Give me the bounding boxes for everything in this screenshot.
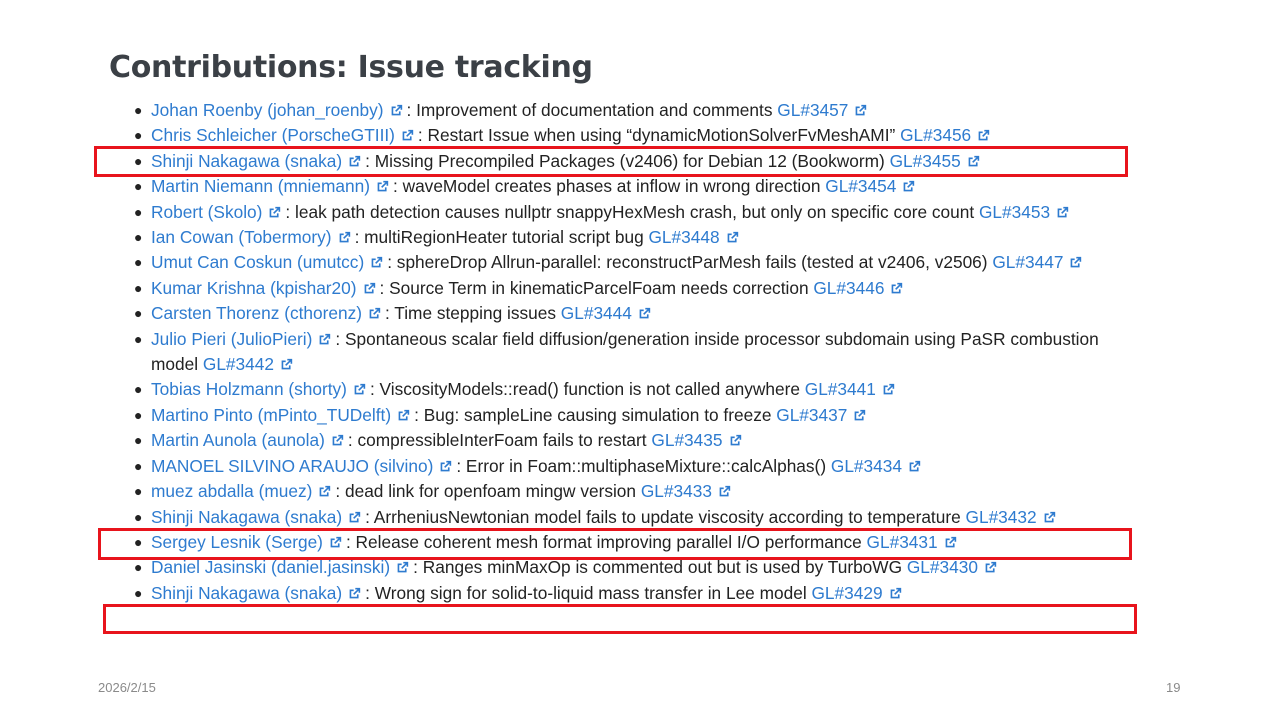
external-link-icon[interactable] bbox=[890, 282, 903, 295]
list-item bbox=[130, 174, 1120, 199]
list-item bbox=[130, 377, 1120, 402]
bullet: ● bbox=[134, 584, 143, 601]
contributor-link[interactable]: Tobias Holzmann (shorty) bbox=[151, 379, 347, 400]
external-link-icon[interactable] bbox=[348, 511, 361, 524]
bullet: ● bbox=[134, 279, 143, 296]
contributor-link[interactable]: Kumar Krishna (kpishar20) bbox=[151, 277, 357, 298]
external-link-icon[interactable] bbox=[729, 434, 742, 447]
issue-description: : Wrong sign for solid-to-liquid mass transfer in Lee model bbox=[365, 582, 812, 603]
external-link-icon[interactable] bbox=[889, 587, 902, 600]
issue-description: : ViscosityModels::read() function is not called anywhere bbox=[369, 379, 805, 400]
gitlab-issue-link[interactable]: GL#3456 bbox=[900, 125, 972, 146]
external-link-icon[interactable] bbox=[718, 485, 731, 498]
issue-description: : Time stepping issues bbox=[385, 303, 561, 324]
issue-description: : Source Term in kinematicParcelFoam needs correction bbox=[379, 277, 814, 298]
bullet: ● bbox=[134, 203, 143, 220]
contributor-link[interactable]: Martin Aunola (aunola) bbox=[151, 430, 325, 451]
external-link-icon[interactable] bbox=[853, 409, 866, 422]
gitlab-issue-link[interactable]: GL#3455 bbox=[889, 150, 961, 171]
bullet: ● bbox=[134, 229, 143, 246]
external-link-icon[interactable] bbox=[908, 460, 921, 473]
contributor-link[interactable]: Carsten Thorenz (cthorenz) bbox=[151, 303, 362, 324]
bullet: ● bbox=[134, 178, 143, 195]
issue-description: : ArrheniusNewtonian model fails to update viscosity according to temperature bbox=[365, 506, 966, 527]
list-item bbox=[130, 301, 1120, 326]
bullet: ● bbox=[134, 406, 143, 423]
external-link-icon[interactable] bbox=[977, 129, 990, 142]
contributor-link[interactable]: Robert (Skolo) bbox=[151, 201, 263, 222]
bullet: ● bbox=[134, 254, 143, 271]
issue-description: : Bug: sampleLine causing simulation to freeze bbox=[414, 404, 777, 425]
gitlab-issue-link[interactable]: GL#3433 bbox=[640, 481, 712, 502]
external-link-icon[interactable] bbox=[370, 256, 383, 269]
gitlab-issue-link[interactable]: GL#3435 bbox=[651, 430, 723, 451]
gitlab-issue-link[interactable]: GL#3457 bbox=[777, 100, 849, 120]
highlight-box bbox=[98, 528, 1132, 560]
list-item bbox=[130, 123, 1120, 148]
bullet: ● bbox=[134, 483, 143, 500]
list-item bbox=[130, 327, 1120, 378]
external-link-icon[interactable] bbox=[397, 409, 410, 422]
issue-description: : sphereDrop Allrun-parallel: reconstructParMesh fails (tested at v2406, v2506) bbox=[387, 252, 993, 273]
issue-description: : multiRegionHeater tutorial script bug bbox=[354, 227, 649, 248]
list-item bbox=[130, 505, 1120, 530]
list-item bbox=[130, 250, 1120, 275]
list-item bbox=[130, 200, 1120, 225]
issue-description: : leak path detection causes nullptr snappyHexMesh crash, but only on specific core count bbox=[285, 201, 979, 222]
external-link-icon[interactable] bbox=[882, 383, 895, 396]
bullet: ● bbox=[134, 457, 143, 474]
highlight-box bbox=[94, 146, 1128, 177]
bullet: ● bbox=[134, 152, 143, 169]
slide-title: Contributions: Issue tracking bbox=[109, 50, 593, 85]
list-item bbox=[130, 479, 1120, 504]
contributor-link[interactable]: Martino Pinto (mPinto_TUDelft) bbox=[151, 404, 392, 425]
highlight-box bbox=[103, 604, 1137, 634]
external-link-icon[interactable] bbox=[368, 307, 381, 320]
external-link-icon[interactable] bbox=[396, 561, 409, 574]
contributor-link[interactable]: Shinji Nakagawa (snaka) bbox=[151, 150, 343, 171]
contributor-link[interactable]: Julio Pieri (JulioPieri) bbox=[151, 328, 313, 349]
contributor-link[interactable]: Chris Schleicher (PorscheGTIII) bbox=[151, 125, 395, 146]
gitlab-issue-link[interactable]: GL#3453 bbox=[978, 201, 1051, 222]
issue-description: : waveModel creates phases at inflow in wrong direction bbox=[392, 176, 826, 197]
list-item bbox=[130, 98, 1120, 123]
external-link-icon[interactable] bbox=[331, 434, 344, 447]
external-link-icon[interactable] bbox=[1056, 206, 1069, 219]
external-link-icon[interactable] bbox=[318, 485, 331, 498]
bullet: ● bbox=[134, 127, 143, 144]
list-item bbox=[130, 454, 1120, 479]
external-link-icon[interactable] bbox=[268, 206, 281, 219]
gitlab-issue-link[interactable]: GL#3429 bbox=[811, 582, 883, 603]
gitlab-issue-link[interactable]: GL#3441 bbox=[804, 379, 876, 400]
contributor-link[interactable]: Sergey Lesnik (Serge) bbox=[151, 531, 323, 552]
list-item bbox=[130, 581, 1120, 606]
contributor-link[interactable]: Shinji Nakagawa (snaka) bbox=[151, 506, 343, 527]
footer-date: 2026/2/15 bbox=[98, 680, 156, 695]
gitlab-issue-link[interactable]: GL#3442 bbox=[202, 354, 274, 375]
external-link-icon[interactable] bbox=[902, 180, 915, 193]
list-item bbox=[130, 428, 1120, 453]
external-link-icon[interactable] bbox=[638, 307, 651, 320]
external-link-icon[interactable] bbox=[439, 460, 452, 473]
external-link-icon[interactable] bbox=[401, 129, 414, 142]
external-link-icon[interactable] bbox=[338, 231, 351, 244]
bullet: ● bbox=[134, 102, 143, 118]
external-link-icon[interactable] bbox=[348, 587, 361, 600]
contributor-link[interactable]: Martin Niemann (mniemann) bbox=[151, 176, 370, 197]
gitlab-issue-link[interactable]: GL#3447 bbox=[992, 252, 1064, 273]
issue-description: : Missing Precompiled Packages (v2406) for Debian 12 (Bookworm) bbox=[365, 150, 890, 171]
contributor-link[interactable]: Ian Cowan (Tobermory) bbox=[151, 227, 332, 248]
page-number: 19 bbox=[1166, 680, 1181, 695]
issue-description: : compressibleInterFoam fails to restart bbox=[347, 430, 652, 451]
issue-description: : Error in Foam::multiphaseMixture::calcAlphas() bbox=[456, 455, 831, 476]
external-link-icon[interactable] bbox=[854, 104, 867, 117]
bullet: ● bbox=[134, 559, 143, 576]
issue-description: : Ranges minMaxOp is commented out but is used by TurboWG bbox=[413, 557, 907, 578]
bullet: ● bbox=[134, 508, 143, 525]
bullet: ● bbox=[134, 381, 143, 398]
contributor-link[interactable]: muez abdalla (muez) bbox=[151, 481, 313, 502]
gitlab-issue-link[interactable]: GL#3431 bbox=[866, 531, 938, 552]
issue-description: : Release coherent mesh format improving parallel I/O performance bbox=[345, 531, 867, 552]
issue-description: : Improvement of documentation and comments bbox=[406, 100, 778, 120]
issue-description: : Spontaneous scalar field diffusion/generation inside processor subdomain using PaSR combustion model bbox=[151, 328, 1099, 375]
external-link-icon[interactable] bbox=[353, 383, 366, 396]
external-link-icon[interactable] bbox=[318, 333, 331, 346]
external-link-icon[interactable] bbox=[280, 358, 293, 371]
gitlab-issue-link[interactable]: GL#3446 bbox=[813, 277, 885, 298]
gitlab-issue-link[interactable]: GL#3432 bbox=[965, 506, 1037, 527]
contributor-link[interactable]: MANOEL SILVINO ARAUJO (silvino) bbox=[151, 455, 434, 476]
contributor-link[interactable]: Umut Can Coskun (umutcc) bbox=[151, 252, 365, 273]
gitlab-issue-link[interactable]: GL#3434 bbox=[830, 455, 902, 476]
contributor-link[interactable]: Johan Roenby (johan_roenby) bbox=[151, 100, 384, 120]
bullet: ● bbox=[134, 305, 143, 322]
external-link-icon[interactable] bbox=[363, 282, 376, 295]
external-link-icon[interactable] bbox=[984, 561, 997, 574]
external-link-icon[interactable] bbox=[1043, 511, 1056, 524]
list-item bbox=[130, 403, 1120, 428]
external-link-icon[interactable] bbox=[376, 180, 389, 193]
external-link-icon[interactable] bbox=[1069, 256, 1082, 269]
bullet: ● bbox=[134, 330, 143, 347]
bullet: ● bbox=[134, 533, 143, 550]
gitlab-issue-link[interactable]: GL#3437 bbox=[776, 404, 848, 425]
list-item bbox=[130, 225, 1120, 250]
gitlab-issue-link[interactable]: GL#3430 bbox=[906, 557, 978, 578]
contributor-link[interactable]: Daniel Jasinski (daniel.jasinski) bbox=[151, 557, 391, 578]
issue-description: : dead link for openfoam mingw version bbox=[335, 481, 641, 502]
gitlab-issue-link[interactable]: GL#3444 bbox=[560, 303, 632, 324]
external-link-icon[interactable] bbox=[390, 104, 403, 117]
contributor-link[interactable]: Shinji Nakagawa (snaka) bbox=[151, 582, 343, 603]
gitlab-issue-link[interactable]: GL#3454 bbox=[825, 176, 897, 197]
issue-description: : Restart Issue when using “dynamicMotionSolverFvMeshAMI” bbox=[417, 125, 901, 146]
external-link-icon[interactable] bbox=[726, 231, 739, 244]
gitlab-issue-link[interactable]: GL#3448 bbox=[648, 227, 720, 248]
bullet: ● bbox=[134, 432, 143, 449]
list-item bbox=[130, 276, 1120, 301]
